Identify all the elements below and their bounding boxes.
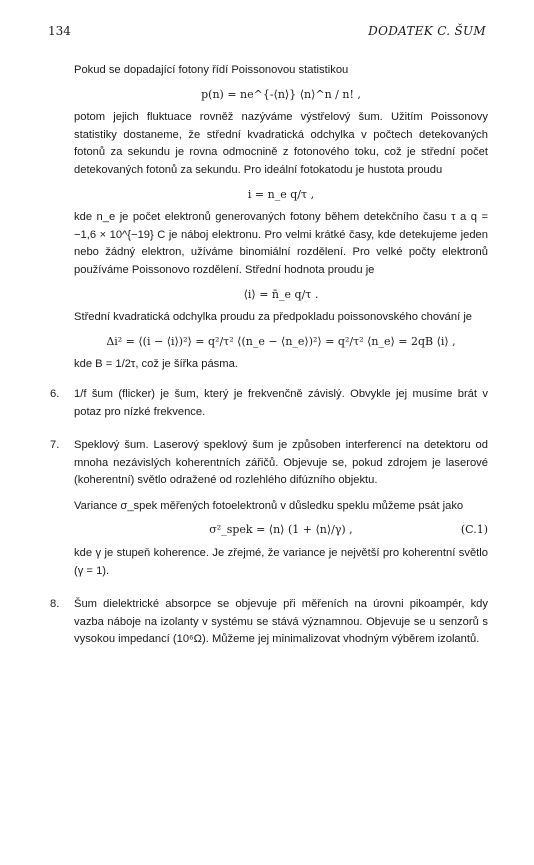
paragraph-bandwidth: kde B = 1/2τ, což je šířka pásma. [74, 358, 238, 371]
paragraph-shot-noise: potom jejich fluktuace rovněž nazýváme výstřelový šum. Užitím Poissonovy statistiky dostaneme, že střední kvadratická odchylka v počtech detekovaných fotonů za sekundu je rovna odmocnině z fotonového toku, což je střední počet detekovaných fotonů za sekundu. Pro ideální fotokatodu je hustota proudu [74, 111, 488, 176]
equation-current-variance: Δi² = ⟨(i − ⟨i⟩)²⟩ = q²/τ² ⟨(n_e − ⟨n_e⟩)²⟩ = q²/τ² ⟨n_e⟩ = 2qB ⟨i⟩ , [106, 334, 456, 348]
list-item-number: 7. [50, 439, 60, 452]
equation-poisson: p(n) = ne^{-⟨n⟩} ⟨n⟩^n / n! , [201, 87, 361, 101]
list-item-dielectric-noise [52, 596, 488, 649]
page-body [52, 62, 488, 649]
paragraph-coherence: kde γ je stupeň koherence. Je zřejmé, že variance je největší pro koherentní světlo (γ = 1). [74, 547, 488, 577]
equation-current-density: i = n_e q/τ , [247, 187, 315, 201]
list-item-text: Speklový šum. Laserový speklový šum je způsoben interferencí na detektoru od mnoha nezávislých koherentních zářičů. Objevuje se, pokud zdrojem je laserové (koherentní) světlo odražené od rozlehlého difúzního objektu. [74, 439, 488, 487]
paragraph-variance-intro: Střední kvadratická odchylka proudu za předpokladu poissonovského chování je [74, 311, 473, 324]
running-head: DODATEK C. ŠUM [368, 24, 486, 38]
list-item-flicker-noise [52, 386, 488, 421]
equation-body: σ²_spek = ⟨n⟩ (1 + ⟨n⟩/γ) , [209, 523, 353, 537]
list-item-text: Šum dielektrické absorpce se objevuje při měřeních na úrovni pikoampér, kdy vazba náboje na izolanty v systému se stává významnou. Objevuje se u senzorů s vysokou impedancí (10⁶Ω). Můžeme jej minimalizovat vhodným výběrem izolantů. [74, 598, 488, 646]
equation-label: (C.1) [460, 523, 488, 537]
paragraph-electron-count: kde n_e je počet elektronů generovaných fotony během detekčního času τ a q = −1,6 × 10^{−19} C je náboj elektronu. Pro velmi krátké časy, kde detekujeme jeden nebo žádný elektron, užíváme binomiální rozdělení. Pro velké počty elektronů používáme Poissonovo rozdělení. Střední hodnota proudu je [74, 211, 488, 276]
paragraph-speckle-variance: Variance σ_spek měřených fotoelektronů v důsledku speklu můžeme psát jako [74, 499, 464, 512]
page-number: 134 [48, 24, 71, 38]
list-item-speckle-noise [52, 437, 488, 580]
paragraph-poisson-intro: Pokud se dopadající fotony řídí Poissonovou statistikou [74, 64, 349, 76]
equation-speckle-variance [74, 521, 488, 539]
list-item-number: 6. [50, 387, 60, 400]
list-item-text: 1/f šum (flicker) je šum, který je frekvenčně závislý. Obvykle jej musíme brát v potaz pro nízké frekvence. [74, 387, 488, 418]
list-item-number: 8. [50, 598, 60, 611]
equation-mean-current: ⟨i⟩ = n̄_e q/τ . [243, 287, 319, 301]
